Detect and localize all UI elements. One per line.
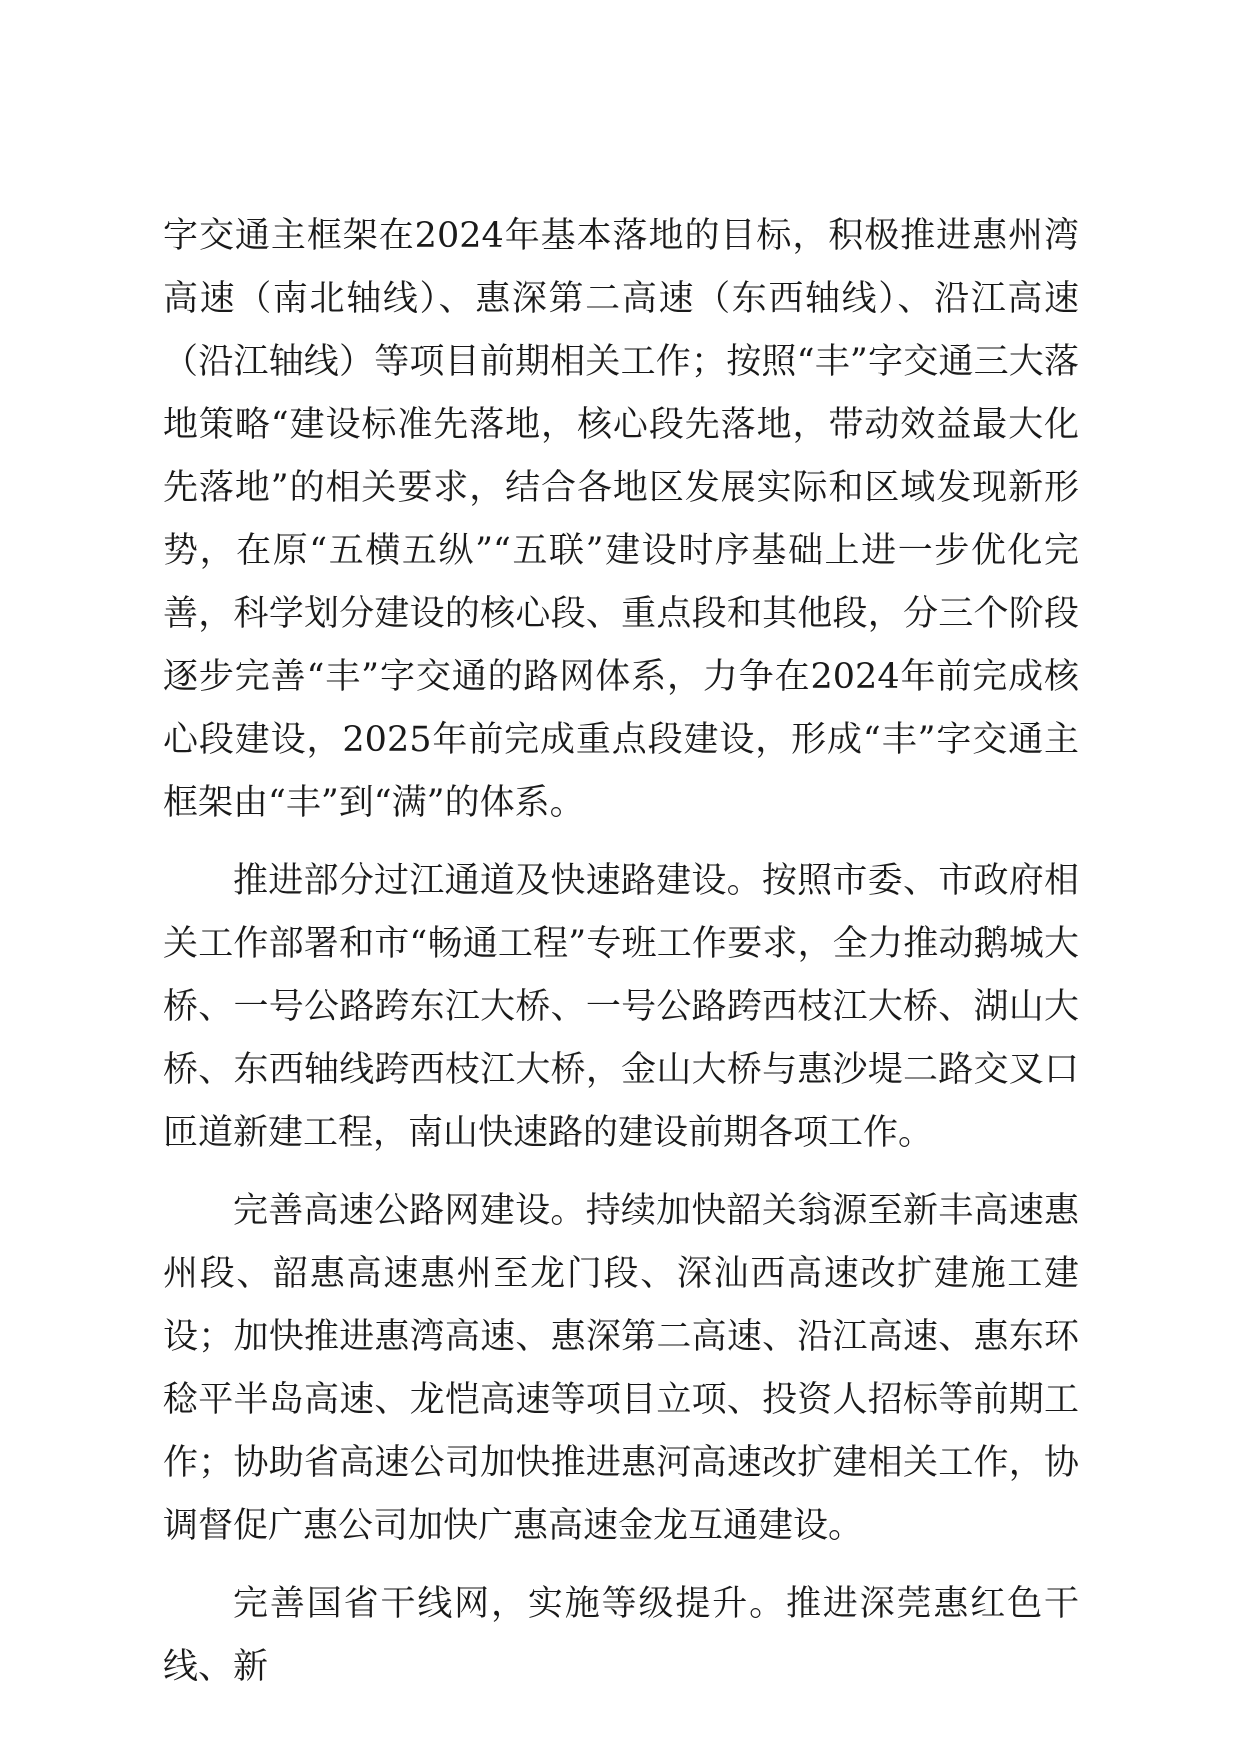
- paragraph-2: 推进部分过江通道及快速路建设。按照市委、市政府相关工作部署和市“畅通工程”专班工作要求，全力推动鹅城大桥、一号公路跨东江大桥、一号公路跨西枝江大桥、湖山大桥、东西轴线跨西枝江大桥，金山大桥与惠沙堤二路交叉口匝道新建工程，南山快速路的建设前期各项工作。: [163, 861, 1079, 1153]
- paragraph-1: 字交通主框架在2024年基本落地的目标，积极推进惠州湾高速（南北轴线）、惠深第二高速（东西轴线）、沿江高速（沿江轴线）等项目前期相关工作；按照“丰”字交通三大落地策略“建设标准先落地，核心段先落地，带动效益最大化先落地”的相关要求，结合各地区发展实际和区域发现新形势，在原“五横五纵”“五联”建设时序基础上进一步优化完善，科学划分建设的核心段、重点段和其他段，分三个阶段逐步完善“丰”字交通的路网体系，力争在2024年前完成核心段建设，2025年前完成重点段建设，形成“丰”字交通主框架由“丰”到“满”的体系。: [163, 216, 1079, 823]
- paragraph-3: 完善高速公路网建设。持续加快韶关翁源至新丰高速惠州段、韶惠高速惠州至龙门段、深汕西高速改扩建施工建设；加快推进惠湾高速、惠深第二高速、沿江高速、惠东环稔平半岛高速、龙恺高速等项目立项、投资人招标等前期工作；协助省高速公司加快推进惠河高速改扩建相关工作，协调督促广惠公司加快广惠高速金龙互通建设。: [163, 1191, 1079, 1546]
- document-body: [163, 205, 1079, 1699]
- paragraph-4: 完善国省干线网，实施等级提升。推进深莞惠红色干线、新: [163, 1584, 1079, 1687]
